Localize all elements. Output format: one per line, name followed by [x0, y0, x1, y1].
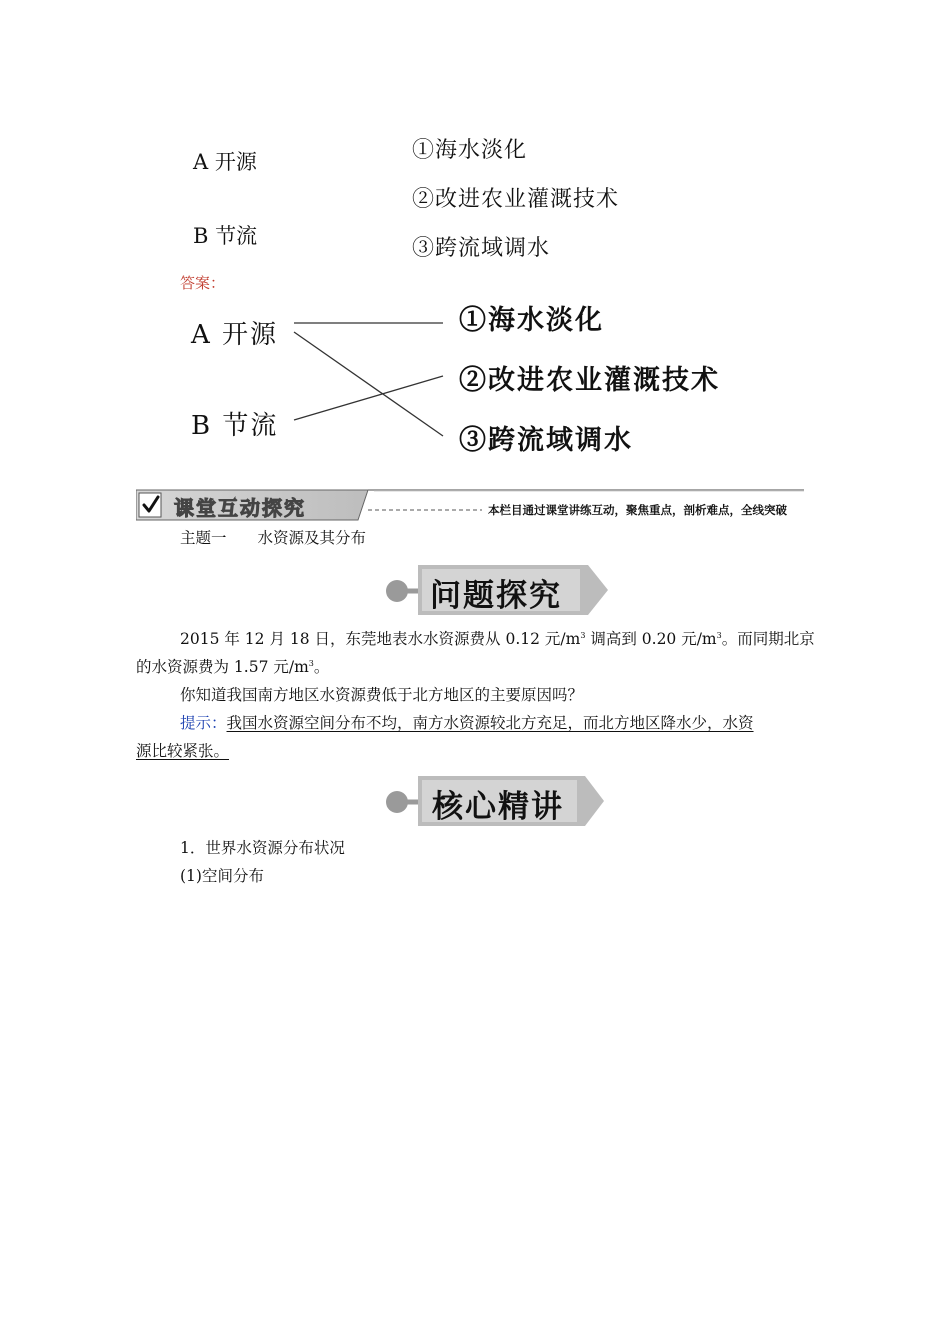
question-option-2: ②改进农业灌溉技术 — [412, 187, 620, 212]
hint-text-2: 源比较紧张。 — [136, 742, 230, 760]
section-heading-inquiry — [380, 563, 610, 617]
answer-option-3: ③跨流域调水 — [459, 425, 633, 456]
answer-left-b: B 节流 — [191, 411, 279, 441]
section-heading-core — [380, 774, 610, 828]
question-option-1: ①海水淡化 — [412, 138, 528, 163]
answer-label: 答案： — [180, 274, 226, 292]
list-item-1: 1．世界水资源分布状况 — [180, 839, 345, 857]
section-banner — [136, 489, 806, 521]
section2-title: 核心精讲 — [432, 789, 564, 825]
paragraph-line-1: 2015 年 12 月 18 日，东莞地表水水资源费从 0.12 元$/m^3$ 调高到 0.20 元$/m^3$。而同期北京 — [180, 630, 815, 648]
banner-title: 课堂互动探究 — [174, 496, 306, 520]
answer-left-a: A 开源 — [191, 320, 279, 350]
question-option-3: ③跨流域调水 — [412, 236, 551, 261]
question-left-b: B 节流 — [193, 224, 258, 248]
section1-title: 问题探究 — [430, 578, 562, 614]
line-b-to-2 — [294, 376, 443, 420]
answer-option-2: ②改进农业灌溉技术 — [459, 365, 720, 396]
paragraph-line-2: 的水资源费为 1.57 元$/m^3$。 — [136, 658, 330, 676]
hint-label: 提示： — [180, 714, 227, 732]
topic-heading: 主题一 水资源及其分布 — [180, 529, 367, 547]
question-text: 你知道我国南方地区水资源费低于北方地区的主要原因吗？ — [180, 686, 584, 704]
banner-note: 本栏目通过课堂讲练互动，聚焦重点，剖析难点，全线突破 — [488, 503, 787, 517]
line-a-to-3 — [294, 332, 443, 436]
hint-line-1 — [180, 709, 754, 737]
list-item-2: (1)空间分布 — [180, 867, 264, 885]
question-left-a: A 开源 — [193, 150, 257, 174]
answer-connector-lines — [0, 0, 950, 470]
answer-option-1: ①海水淡化 — [459, 305, 604, 336]
hint-text-1: 我国水资源空间分布不均，南方水资源较北方充足，而北方地区降水少，水资 — [226, 714, 754, 732]
hint-line-2 — [136, 737, 229, 765]
